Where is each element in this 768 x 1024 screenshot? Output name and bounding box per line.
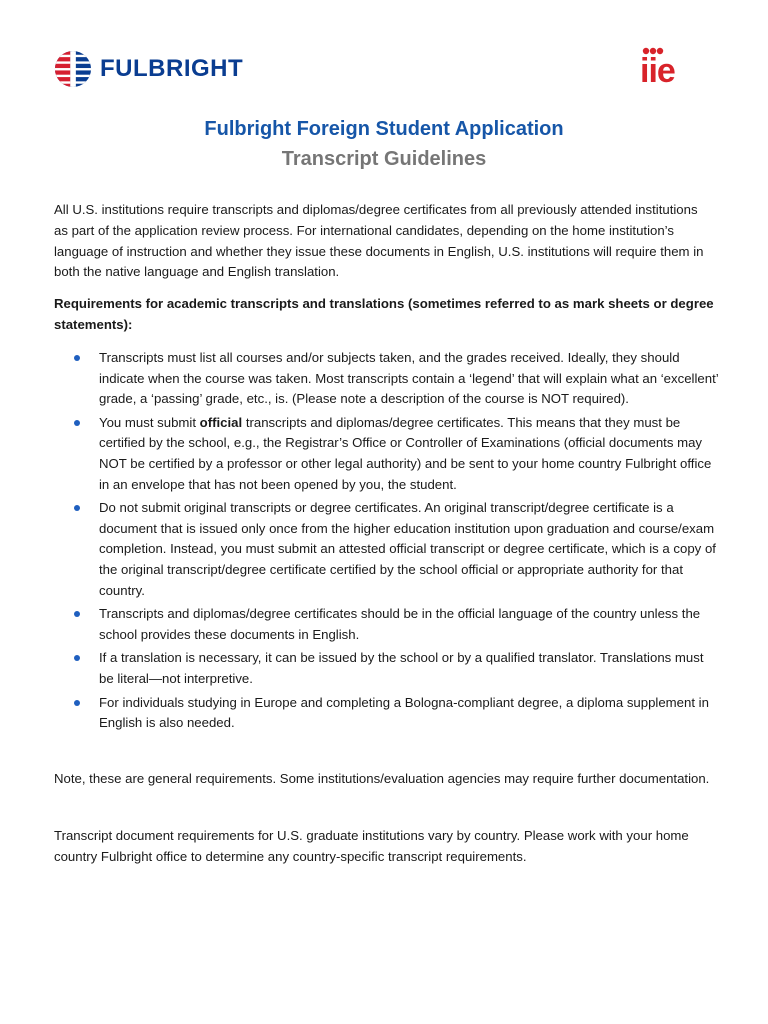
list-item xyxy=(54,413,720,495)
list-item-text: Transcripts and diplomas/degree certificates should be in the official language of the country unless the school provides these documents in English. xyxy=(99,606,701,642)
document-subtitle: Transcript Guidelines xyxy=(281,148,487,170)
iie-wordmark: iie xyxy=(640,52,675,90)
list-item-text: If a translation is necessary, it can be issued by the school or by a qualified translator. Translations must be literal—not interpretive. xyxy=(99,650,704,686)
requirements-list xyxy=(54,348,720,737)
fulbright-globe-icon xyxy=(54,50,92,88)
iie-logo xyxy=(640,44,698,90)
note-paragraph: Note, these are general requirements. Some institutions/evaluation agencies may require further documentation. xyxy=(54,771,710,786)
bullet-icon xyxy=(74,655,80,661)
list-item xyxy=(54,348,720,410)
list-item-text: Transcripts must list all courses and/or subjects taken, and the grades received. Ideally, they should indicate when the course was taken. Most transcripts contain a ‘legend’ that will explain what an ‘excellent’ grade, a ‘passing’ grade, etc., is. (Please note a description of the course is NOT required). xyxy=(99,350,719,407)
list-item-text-prefix: You must submit xyxy=(99,414,200,430)
requirements-heading: Requirements for academic transcripts and translations (sometimes referred to as mark sheets or degree statements): xyxy=(54,296,714,332)
list-item-text: Do not submit original transcripts or degree certificates. An original transcript/degree certificate is a document that is issued only once from the higher education institution upon graduation and course/exam completion. Instead, you must submit an attested official transcript or degree certificate, which is a copy of the original transcript/degree certificate certified by the school official or appropriate authority for that country. xyxy=(99,500,716,598)
list-item-text: For individuals studying in Europe and completing a Bologna-compliant degree, a diploma supplement in English is also needed. xyxy=(99,694,709,731)
list-item xyxy=(54,693,720,734)
fulbright-logo xyxy=(54,50,243,88)
document-title: Fulbright Foreign Student Application xyxy=(204,118,564,140)
bullet-icon xyxy=(74,505,80,511)
list-item-text: transcripts and diplomas/degree certificates. This means that they must be certified by the school, e.g., the Registrar’s Office or Controller of Examinations (official documents may NOT be certified by a professor or other legal authority) and be sent to your home country Fulbright office in an envelope that has not been opened by you, the student. xyxy=(99,414,712,492)
list-item xyxy=(54,648,720,689)
bullet-icon xyxy=(74,611,80,617)
fulbright-wordmark: FULBRIGHT xyxy=(100,55,244,82)
country-requirements-paragraph: Transcript document requirements for U.S. graduate institutions vary by country. Please work with your home country Fulbright office to determine any country-specific transcript requirements. xyxy=(54,828,689,864)
bullet-icon xyxy=(74,700,80,706)
list-item-emphasis: official xyxy=(199,414,243,430)
bullet-icon xyxy=(74,420,80,426)
intro-paragraph: All U.S. institutions require transcripts and diplomas/degree certificates from all previously attended institutions as part of the application review process. For international candidates, depending on the home institution’s language of instruction and whether they issue these documents in English, U.S. institutions will require them in both the native language and English translation. xyxy=(54,202,704,280)
list-item xyxy=(54,604,720,645)
bullet-icon xyxy=(74,355,80,361)
list-item xyxy=(54,498,720,601)
